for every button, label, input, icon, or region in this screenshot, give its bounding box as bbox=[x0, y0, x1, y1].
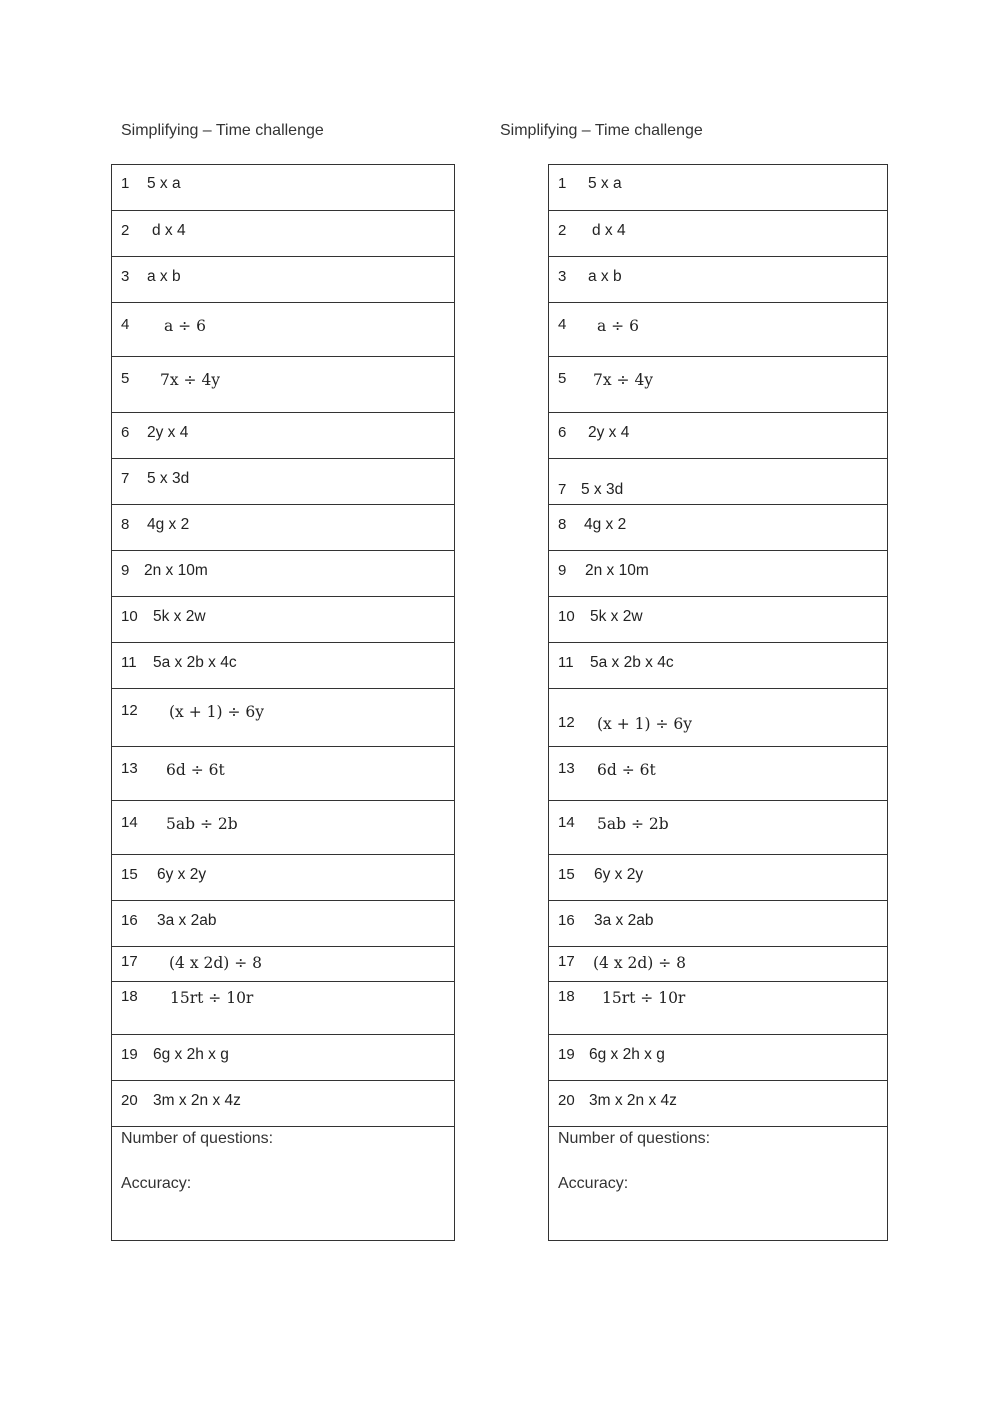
question-row bbox=[112, 747, 454, 801]
score-section bbox=[549, 1127, 887, 1240]
question-number: 9 bbox=[121, 562, 130, 579]
question-number: 20 bbox=[558, 1092, 575, 1109]
question-expression: 5 x a bbox=[588, 175, 622, 192]
question-number: 5 bbox=[558, 370, 567, 387]
question-expression: 5 x 3d bbox=[147, 470, 190, 487]
question-number: 7 bbox=[121, 470, 130, 487]
question-expression: 4g x 2 bbox=[147, 516, 190, 533]
question-row bbox=[112, 901, 454, 947]
question-row bbox=[112, 413, 454, 459]
question-expression: 5ab ÷ 2b bbox=[166, 815, 238, 833]
question-row bbox=[112, 211, 454, 257]
question-number: 16 bbox=[121, 912, 138, 929]
question-expression: (4 x 2d) ÷ 8 bbox=[169, 954, 263, 972]
question-expression: 6y x 2y bbox=[594, 866, 644, 883]
question-expression: 3a x 2ab bbox=[157, 912, 217, 929]
question-expression: 5a x 2b x 4c bbox=[590, 654, 674, 671]
question-number: 14 bbox=[558, 814, 575, 831]
question-number: 12 bbox=[558, 714, 575, 731]
question-number: 17 bbox=[121, 953, 138, 970]
question-number: 3 bbox=[558, 268, 567, 285]
question-expression: 15rt ÷ 10r bbox=[170, 989, 254, 1007]
question-number: 11 bbox=[558, 654, 574, 671]
worksheet-title-left: Simplifying – Time challenge bbox=[121, 122, 324, 139]
question-expression: 7x ÷ 4y bbox=[160, 371, 221, 389]
question-expression: 6g x 2h x g bbox=[589, 1046, 665, 1063]
question-row bbox=[549, 982, 887, 1035]
question-number: 14 bbox=[121, 814, 138, 831]
question-number: 17 bbox=[558, 953, 575, 970]
question-row bbox=[549, 747, 887, 801]
question-number: 8 bbox=[558, 516, 567, 533]
question-expression: a ÷ 6 bbox=[597, 317, 639, 335]
question-row bbox=[549, 801, 887, 855]
number-of-questions-label: Number of questions: bbox=[558, 1130, 711, 1147]
question-expression: 5 x a bbox=[147, 175, 181, 192]
question-expression: 2n x 10m bbox=[585, 562, 649, 579]
question-row bbox=[549, 551, 887, 597]
question-expression: 2y x 4 bbox=[588, 424, 630, 441]
question-row bbox=[112, 947, 454, 982]
question-row bbox=[112, 551, 454, 597]
question-expression: d x 4 bbox=[152, 222, 186, 239]
question-row bbox=[112, 357, 454, 413]
question-expression: a ÷ 6 bbox=[164, 317, 206, 335]
question-row bbox=[112, 303, 454, 357]
question-expression: 5k x 2w bbox=[590, 608, 643, 625]
question-row bbox=[112, 459, 454, 505]
question-row bbox=[112, 801, 454, 855]
question-row bbox=[112, 689, 454, 747]
question-row bbox=[549, 855, 887, 901]
question-row bbox=[112, 165, 454, 211]
score-section bbox=[112, 1127, 454, 1240]
question-number: 8 bbox=[121, 516, 130, 533]
question-row bbox=[549, 901, 887, 947]
question-expression: 6y x 2y bbox=[157, 866, 207, 883]
question-expression: 2n x 10m bbox=[144, 562, 208, 579]
question-row bbox=[112, 982, 454, 1035]
question-number: 18 bbox=[558, 988, 575, 1005]
question-expression: d x 4 bbox=[592, 222, 626, 239]
question-row bbox=[549, 165, 887, 211]
question-number: 5 bbox=[121, 370, 130, 387]
accuracy-label: Accuracy: bbox=[121, 1175, 192, 1192]
question-row bbox=[549, 1081, 887, 1127]
question-expression: a x b bbox=[588, 268, 622, 285]
question-number: 18 bbox=[121, 988, 138, 1005]
question-number: 11 bbox=[121, 654, 137, 671]
question-row bbox=[549, 357, 887, 413]
question-number: 10 bbox=[121, 608, 138, 625]
question-expression: (x + 1) ÷ 6y bbox=[597, 715, 692, 733]
question-row bbox=[549, 303, 887, 357]
question-row bbox=[112, 505, 454, 551]
question-number: 13 bbox=[558, 760, 575, 777]
question-number: 7 bbox=[558, 481, 567, 498]
question-expression: 5k x 2w bbox=[153, 608, 206, 625]
question-expression: 3m x 2n x 4z bbox=[589, 1092, 677, 1109]
question-expression: 4g x 2 bbox=[584, 516, 627, 533]
question-number: 1 bbox=[558, 175, 567, 192]
question-number: 1 bbox=[121, 175, 130, 192]
question-number: 19 bbox=[121, 1046, 138, 1063]
question-row bbox=[549, 459, 887, 505]
question-row bbox=[549, 947, 887, 982]
question-number: 19 bbox=[558, 1046, 575, 1063]
question-row bbox=[549, 689, 887, 747]
number-of-questions-label: Number of questions: bbox=[121, 1130, 274, 1147]
question-expression: 5a x 2b x 4c bbox=[153, 654, 237, 671]
question-expression: 5 x 3d bbox=[581, 481, 624, 498]
question-expression: 3a x 2ab bbox=[594, 912, 654, 929]
question-row bbox=[112, 1035, 454, 1081]
question-number: 10 bbox=[558, 608, 575, 625]
question-row bbox=[112, 643, 454, 689]
question-number: 9 bbox=[558, 562, 567, 579]
question-number: 13 bbox=[121, 760, 138, 777]
question-expression: a x b bbox=[147, 268, 181, 285]
question-expression: 6g x 2h x g bbox=[153, 1046, 229, 1063]
question-row bbox=[549, 1035, 887, 1081]
question-expression: 3m x 2n x 4z bbox=[153, 1092, 241, 1109]
question-number: 2 bbox=[558, 222, 567, 239]
question-row bbox=[549, 211, 887, 257]
question-number: 4 bbox=[121, 316, 130, 333]
question-number: 6 bbox=[558, 424, 567, 441]
question-expression: 15rt ÷ 10r bbox=[602, 989, 686, 1007]
question-number: 6 bbox=[121, 424, 130, 441]
question-row bbox=[549, 643, 887, 689]
question-row bbox=[549, 597, 887, 643]
question-expression: (x + 1) ÷ 6y bbox=[169, 703, 264, 721]
question-expression: 5ab ÷ 2b bbox=[597, 815, 669, 833]
worksheet-title-right: Simplifying – Time challenge bbox=[500, 122, 703, 139]
question-row bbox=[112, 597, 454, 643]
accuracy-label: Accuracy: bbox=[558, 1175, 629, 1192]
question-expression: 2y x 4 bbox=[147, 424, 189, 441]
question-expression: 6d ÷ 6t bbox=[597, 761, 656, 779]
question-row bbox=[112, 1081, 454, 1127]
question-number: 2 bbox=[121, 222, 130, 239]
question-row bbox=[112, 257, 454, 303]
question-expression: (4 x 2d) ÷ 8 bbox=[593, 954, 687, 972]
question-expression: 6d ÷ 6t bbox=[166, 761, 225, 779]
question-table-left bbox=[111, 164, 455, 1241]
question-row bbox=[549, 413, 887, 459]
question-number: 15 bbox=[121, 866, 138, 883]
question-expression: 7x ÷ 4y bbox=[593, 371, 654, 389]
question-row bbox=[549, 505, 887, 551]
question-row bbox=[549, 257, 887, 303]
question-number: 12 bbox=[121, 702, 138, 719]
question-number: 4 bbox=[558, 316, 567, 333]
question-number: 15 bbox=[558, 866, 575, 883]
question-table-right bbox=[548, 164, 888, 1241]
question-number: 20 bbox=[121, 1092, 138, 1109]
question-number: 16 bbox=[558, 912, 575, 929]
question-row bbox=[112, 855, 454, 901]
question-number: 3 bbox=[121, 268, 130, 285]
